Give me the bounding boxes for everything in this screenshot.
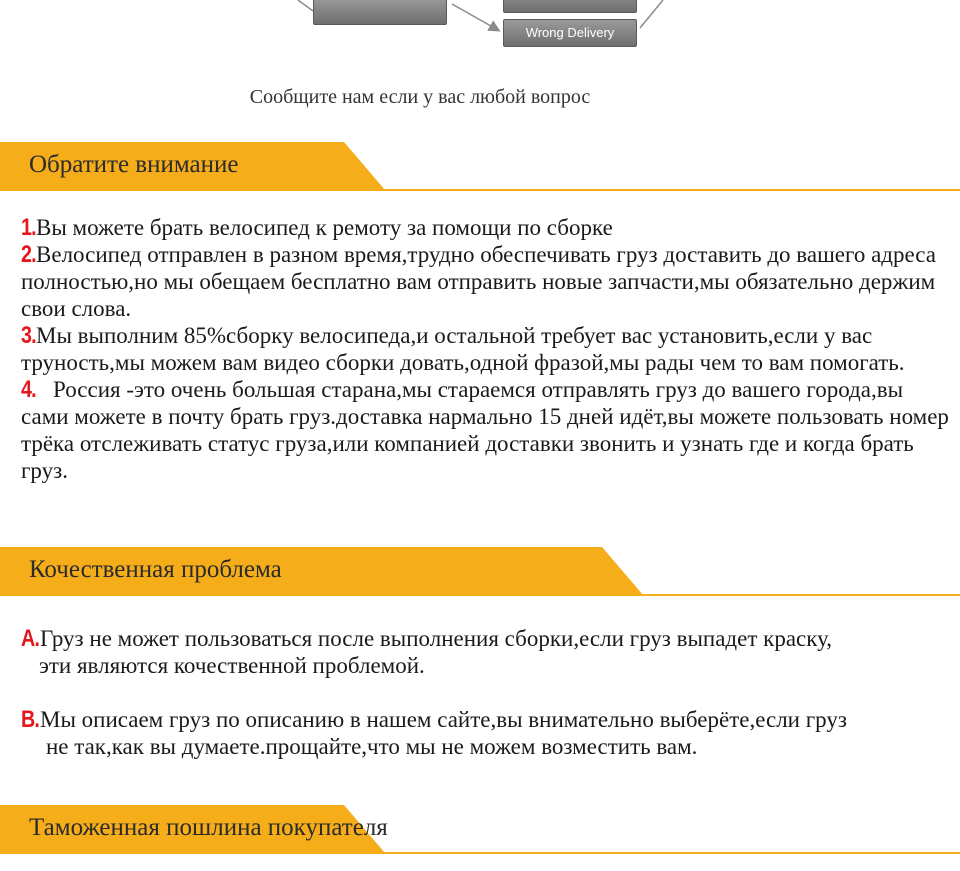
- list-item-line: [21, 625, 951, 652]
- flow-arrows: [0, 0, 960, 60]
- list-item: [21, 322, 951, 376]
- flow-diagram: [0, 0, 960, 60]
- list-item-line: не так,как вы думаете.прощайте,что мы не можем возместить вам.: [46, 734, 698, 759]
- section-header-customs: [0, 805, 960, 855]
- flow-box: [503, 0, 637, 13]
- item-text: Груз не может пользоваться после выполнения сборки,если груз выпадет краску,: [40, 626, 833, 651]
- list-item-line: эти являются кочественной проблемой.: [39, 653, 425, 678]
- section-header-attention: [0, 142, 960, 192]
- arrow-line: [640, 0, 663, 28]
- item-marker: 3.: [21, 322, 36, 349]
- arrow-line: [452, 4, 498, 30]
- quality-item-b: [21, 706, 951, 760]
- quality-item-a: [21, 625, 951, 679]
- item-marker: 4.: [21, 376, 36, 403]
- item-marker: 1.: [21, 214, 36, 241]
- flow-box: [313, 0, 447, 25]
- list-item: [21, 376, 951, 484]
- item-text: Велосипед отправлен в разном время,трудно обеспечивать груз доставить до вашего адреса полностью,но мы обещаем бесплатно вам отправить новые запчасти,мы обязательно держим свои слова.: [21, 242, 936, 321]
- item-text: Мы выполним 85%сборку велосипеда,и остальной требует вас установить,если у вас труность,мы можем вам видео сборки довать,одной фразой,мы рады чем то вам помогать.: [21, 323, 905, 375]
- section-header-quality: [0, 547, 960, 597]
- flow-box-wrong-delivery: Wrong Delivery: [503, 19, 637, 47]
- section-title: Обратите внимание: [29, 151, 239, 178]
- item-marker: A.: [21, 625, 40, 652]
- section-title: Таможенная пошлина покупателя: [29, 814, 388, 841]
- item-marker: 2.: [21, 241, 36, 268]
- arrow-line: [298, 0, 313, 11]
- list-item: [21, 241, 951, 322]
- item-text: Вы можете брать велосипед к ремоту за помощи по сборке: [36, 215, 613, 240]
- list-item-line: [21, 706, 951, 733]
- item-marker: B.: [21, 706, 40, 733]
- item-text: Мы описаем груз по описанию в нашем сайте,вы внимательно выберёте,если груз: [40, 707, 847, 732]
- contact-caption: Сообщите нам если у вас любой вопрос: [249, 86, 591, 108]
- section-title: Кочественная проблема: [29, 556, 282, 583]
- item-text: Россия -это очень большая старана,мы стараемся отправлять груз до вашего города,вы сами можете в почту брать груз.доставка нармально 15 дней идёт,вы можете пользовать номер трёка отслеживать статус груза,или компанией доставки звонить и узнать где и когда брать груз.: [21, 377, 949, 483]
- attention-list: [21, 214, 951, 484]
- list-item: [21, 214, 951, 241]
